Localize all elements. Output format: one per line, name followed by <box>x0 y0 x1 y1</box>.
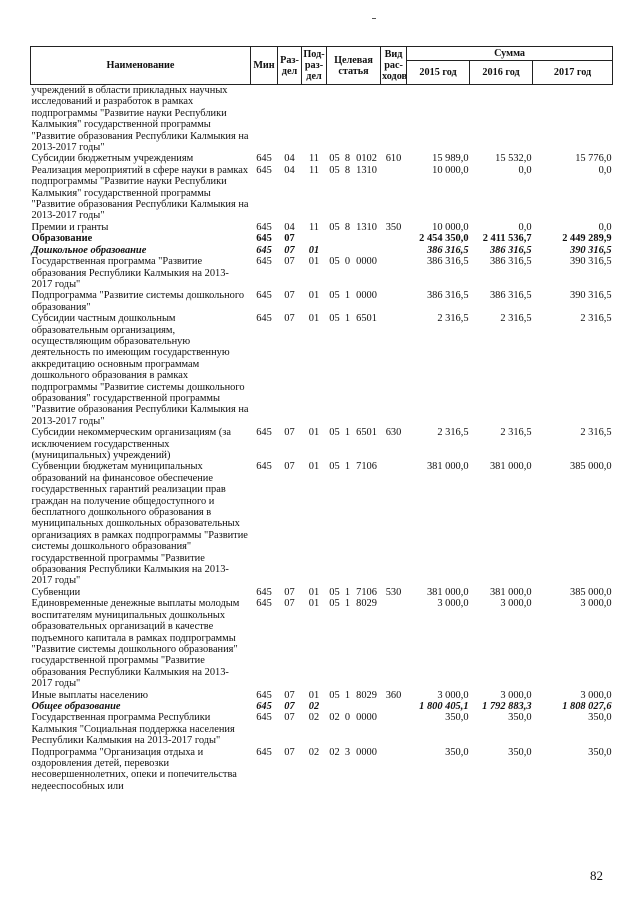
row-target-code <box>353 245 381 256</box>
row-subsection: 01 <box>308 689 320 701</box>
header-sum: Сумма <box>407 47 613 61</box>
row-target-program <box>327 245 343 256</box>
row-name: Государственная программа "Развитие образования Республики Калмыкия на 2013-2017 годы" <box>31 256 229 290</box>
row-sum-2016: 3 000,0 <box>500 598 532 610</box>
row-subsection: 02 <box>308 746 320 758</box>
row-target-program: 02 <box>329 746 340 758</box>
row-section: 07 <box>284 256 295 268</box>
row-target-subprogram: 1 <box>344 689 351 701</box>
row-target-program: 02 <box>329 712 340 724</box>
row-section: 07 <box>284 233 295 245</box>
header-podrazdel: Под- раз- дел <box>302 47 327 85</box>
row-target-subprogram: 8 <box>344 221 351 233</box>
row-sum-2017: 15 776,0 <box>575 153 612 165</box>
table-row <box>31 290 613 313</box>
row-name: Реализация мероприятий в сфере науки в рамках подпрограммы "Развитие науки Республики Калмыкия" государственной программы "Развитие образования Республики Калмыкия на 2013-2017 годы" <box>31 164 249 222</box>
row-name: Государственная программа Республики Калмыкия "Социальная поддержка населения Республики Калмыкия на 2013-2017 годы" <box>31 712 235 747</box>
row-sum-2017: 0,0 <box>598 221 612 233</box>
row-expense-type: 630 <box>385 427 402 439</box>
row-sum-2015: 10 000,0 <box>432 164 469 176</box>
row-sum-2017: 3 000,0 <box>580 598 612 610</box>
row-name: Иные выплаты населению <box>31 689 149 701</box>
row-subsection <box>302 233 327 244</box>
row-sum-2015: 381 000,0 <box>426 461 469 473</box>
row-ministry: 645 <box>256 313 272 325</box>
row-section: 04 <box>284 164 295 176</box>
row-target-subprogram: 0 <box>344 256 351 268</box>
row-name: Субсидии некоммерческим организациям (за исключением государственных (муниципальных) учреждений) <box>31 427 231 461</box>
row-section: 07 <box>284 689 295 701</box>
row-subsection: 01 <box>308 586 320 598</box>
row-target-subprogram: 0 <box>344 712 351 724</box>
row-target-program: 05 <box>329 256 340 268</box>
page-number: 82 <box>590 868 603 883</box>
row-sum-2015: 3 000,0 <box>437 689 469 701</box>
row-section: 07 <box>284 700 295 712</box>
row-expense-type <box>381 461 407 586</box>
row-name: Субсидии частным дошкольным образовательным организациям, осуществляющим образовательную деятельность по имеющим государственную аккредитацию основным программам дошкольного образования в рамках подпрограммы "Развитие системы дошкольного образования" государственной программы "Развитие образования Республики Калмыкия на 2013-2017 годы" <box>31 313 249 427</box>
row-ministry: 645 <box>256 233 272 245</box>
row-subsection: 02 <box>308 712 320 724</box>
row-expense-type <box>381 245 407 256</box>
row-sum-2016: 0,0 <box>518 221 532 233</box>
table-row <box>31 165 613 222</box>
row-expense-type <box>381 290 407 313</box>
header-2015: 2015 год <box>407 61 470 85</box>
row-subsection: 02 <box>308 700 320 712</box>
row-ministry: 645 <box>256 712 272 724</box>
header-min: Мин <box>251 47 278 85</box>
row-subsection: 11 <box>308 221 319 233</box>
table-row <box>31 712 613 746</box>
row-expense-type <box>381 165 407 222</box>
row-target-subprogram: 1 <box>344 427 351 439</box>
row-target-subprogram: 8 <box>344 164 351 176</box>
row-ministry: 645 <box>256 700 272 712</box>
row-target-code: 0000 <box>356 746 377 758</box>
row-ministry: 645 <box>256 164 272 176</box>
row-subsection: 01 <box>308 313 320 325</box>
row-expense-type <box>381 313 407 427</box>
row-name: Субвенции <box>31 586 81 598</box>
row-subsection: 01 <box>308 427 320 439</box>
row-sum-2016: 350,0 <box>508 712 532 724</box>
row-section: 04 <box>284 153 295 165</box>
row-target-program: 05 <box>329 313 340 325</box>
table-row <box>31 747 613 793</box>
table-row <box>31 598 613 689</box>
row-name: Премии и гранты <box>31 221 109 233</box>
row-ministry: 645 <box>256 256 272 268</box>
row-name: учреждений в области прикладных научных исследований и разработок в рамках подпрограммы "Развитие науки Республики Калмыкия" государственной программы "Развитие образования Республики Калмыкия на 2013-2017 годы" <box>31 85 249 154</box>
row-target-program: 05 <box>329 586 340 598</box>
row-target-subprogram: 8 <box>344 153 351 165</box>
row-sum-2015: 2 316,5 <box>437 313 469 325</box>
row-sum-2017: 385 000,0 <box>570 461 612 473</box>
table-row <box>31 427 613 461</box>
row-sum-2015: 3 000,0 <box>437 598 469 610</box>
table-body <box>31 85 613 793</box>
row-sum-2015: 2 454 350,0 <box>419 233 469 245</box>
row-ministry: 645 <box>256 689 272 701</box>
row-name: Субвенции бюджетам муниципальных образований на финансовое обеспечение государственных гарантий реализации прав граждан на получение общедоступного и бесплатного дошкольного образования в муниципальных дошкольных образовательных организациях в рамках подпрограммы "Развитие системы дошкольного образования" государственной программы "Развитие образования Республики Калмыкия на 2013-2017 годы" <box>31 461 248 587</box>
row-sum-2017: 2 449 289,9 <box>562 233 612 245</box>
row-target-code: 8029 <box>356 598 377 610</box>
row-ministry: 645 <box>256 153 272 165</box>
row-name: Образование <box>31 233 93 245</box>
row-sum-2015: 15 989,0 <box>432 153 469 165</box>
row-sum-2015: 2 316,5 <box>437 427 469 439</box>
row-section: 07 <box>284 244 295 256</box>
table-row <box>31 256 613 290</box>
scan-mark <box>372 18 376 19</box>
row-ministry: 645 <box>256 586 272 598</box>
row-sum-2016: 2 316,5 <box>500 313 532 325</box>
row-expense-type <box>381 747 407 793</box>
row-target-code <box>353 701 381 712</box>
row-name: Подпрограмма "Организация отдыха и оздоровления детей, перевозки несовершеннолетних, опеки и попечительства недееспособных или <box>31 746 237 792</box>
row-target-code: 7106 <box>356 586 377 598</box>
table-row <box>31 461 613 586</box>
row-target-code: 0000 <box>356 712 377 724</box>
row-target-program: 05 <box>329 221 340 233</box>
row-subsection <box>302 85 327 154</box>
row-sum-2017: 2 316,5 <box>580 427 612 439</box>
table-row <box>31 153 613 164</box>
row-expense-type: 610 <box>385 153 402 165</box>
row-expense-type <box>381 233 407 244</box>
row-target-program: 05 <box>329 427 340 439</box>
row-name: Дошкольное образование <box>31 244 147 256</box>
row-subsection: 11 <box>308 164 319 176</box>
row-sum-2017: 385 000,0 <box>570 586 612 598</box>
row-sum-2016: 15 532,0 <box>495 153 532 165</box>
row-target-subprogram: 1 <box>344 586 351 598</box>
row-sum-2017: 390 316,5 <box>570 290 612 302</box>
row-sum-2015: 10 000,0 <box>432 221 469 233</box>
row-sum-2017: 390 316,5 <box>570 256 612 268</box>
row-target-subprogram: 1 <box>344 461 351 473</box>
row-expense-type <box>381 256 407 290</box>
row-expense-type: 530 <box>385 586 402 598</box>
row-target-program: 05 <box>329 153 340 165</box>
table-row <box>31 690 613 701</box>
row-target-program: 05 <box>329 689 340 701</box>
row-ministry: 645 <box>256 746 272 758</box>
row-sum-2016 <box>470 85 533 154</box>
row-sum-2017: 350,0 <box>588 746 612 758</box>
row-sum-2016: 350,0 <box>508 746 532 758</box>
row-sum-2016: 381 000,0 <box>489 586 532 598</box>
header-target: Целевая статья <box>327 47 381 85</box>
row-sum-2017: 390 316,5 <box>570 244 612 256</box>
row-expense-type <box>381 712 407 746</box>
row-target-subprogram: 1 <box>344 313 351 325</box>
row-ministry: 645 <box>256 461 272 473</box>
row-subsection: 01 <box>308 256 320 268</box>
header-2016: 2016 год <box>470 61 533 85</box>
row-sum-2016: 1 792 883,3 <box>482 700 532 712</box>
row-expense-type: 350 <box>385 221 402 233</box>
row-section: 07 <box>284 598 295 610</box>
row-target-code: 1310 <box>356 221 377 233</box>
row-sum-2017: 0,0 <box>598 164 612 176</box>
row-target-program: 05 <box>329 598 340 610</box>
row-ministry: 645 <box>256 427 272 439</box>
row-target-program <box>327 85 343 154</box>
row-name: Подпрограмма "Развитие системы дошкольного образования" <box>31 290 245 313</box>
row-sum-2015: 381 000,0 <box>426 586 469 598</box>
row-target-subprogram <box>343 245 353 256</box>
row-expense-type <box>381 85 407 154</box>
row-section <box>278 85 302 154</box>
row-target-program <box>327 701 343 712</box>
budget-table <box>30 46 613 792</box>
row-target-program <box>327 233 343 244</box>
row-section: 07 <box>284 290 295 302</box>
row-target-subprogram: 1 <box>344 290 351 302</box>
row-ministry: 645 <box>256 598 272 610</box>
row-sum-2016: 2 411 536,7 <box>482 233 532 245</box>
row-section: 07 <box>284 586 295 598</box>
row-target-subprogram: 3 <box>344 746 351 758</box>
row-sum-2016: 386 316,5 <box>489 256 532 268</box>
header-2017: 2017 год <box>533 61 613 85</box>
row-sum-2017: 3 000,0 <box>580 689 612 701</box>
row-name: Общее образование <box>31 700 121 712</box>
row-target-program: 05 <box>329 461 340 473</box>
row-sum-2017: 2 316,5 <box>580 313 612 325</box>
row-sum-2015: 1 800 405,1 <box>419 700 469 712</box>
row-sum-2015: 350,0 <box>445 746 469 758</box>
row-sum-2016: 2 316,5 <box>500 427 532 439</box>
row-sum-2015: 386 316,5 <box>426 290 469 302</box>
row-expense-type <box>381 598 407 689</box>
row-sum-2016: 386 316,5 <box>489 290 532 302</box>
header-razdel: Раз- дел <box>278 47 302 85</box>
row-target-code: 7106 <box>356 461 377 473</box>
row-target-code <box>353 233 381 244</box>
row-target-code: 0000 <box>356 290 377 302</box>
table-row <box>31 233 613 244</box>
row-target-subprogram <box>343 701 353 712</box>
row-sum-2015 <box>407 85 470 154</box>
row-sum-2017: 1 808 027,6 <box>562 700 612 712</box>
row-name: Субсидии бюджетным учреждениям <box>31 153 194 165</box>
row-target-code: 8029 <box>356 689 377 701</box>
row-ministry: 645 <box>256 221 272 233</box>
row-target-code: 0102 <box>356 153 377 165</box>
row-sum-2016: 3 000,0 <box>500 689 532 701</box>
row-sum-2015: 350,0 <box>445 712 469 724</box>
row-name: Единовременные денежные выплаты молодым воспитателям муниципальных дошкольных образовательных организаций в качестве подъемного капитала в рамках подпрограммы "Развитие системы дошкольного образования" государственной программы "Развитие образования Республики Калмыкия на 2013-2017 годы" <box>31 598 240 690</box>
table-row <box>31 222 613 233</box>
row-sum-2015: 386 316,5 <box>426 244 469 256</box>
row-sum-2015: 386 316,5 <box>426 256 469 268</box>
row-expense-type: 360 <box>385 689 402 701</box>
row-ministry <box>251 85 278 154</box>
row-target-code: 0000 <box>356 256 377 268</box>
row-section: 07 <box>284 746 295 758</box>
row-target-code: 1310 <box>356 164 377 176</box>
row-expense-type <box>381 701 407 712</box>
table-row <box>31 313 613 427</box>
table-row <box>31 85 613 154</box>
row-ministry: 645 <box>256 244 272 256</box>
row-ministry: 645 <box>256 290 272 302</box>
row-subsection: 01 <box>308 598 320 610</box>
row-sum-2016: 381 000,0 <box>489 461 532 473</box>
row-target-program: 05 <box>329 290 340 302</box>
row-section: 07 <box>284 461 295 473</box>
row-target-program: 05 <box>329 164 340 176</box>
row-target-subprogram <box>343 85 353 154</box>
table-row <box>31 701 613 712</box>
row-section: 07 <box>284 712 295 724</box>
header-vid: Вид рас- ходов <box>381 47 407 85</box>
row-section: 07 <box>284 427 295 439</box>
row-target-code <box>353 85 381 154</box>
row-sum-2016: 386 316,5 <box>489 244 532 256</box>
row-subsection: 01 <box>308 290 320 302</box>
row-section: 07 <box>284 313 295 325</box>
row-subsection: 01 <box>308 461 320 473</box>
row-section: 04 <box>284 221 295 233</box>
row-target-subprogram <box>343 233 353 244</box>
row-sum-2017 <box>533 85 613 154</box>
row-subsection: 01 <box>308 244 320 256</box>
row-target-code: 6501 <box>356 313 377 325</box>
row-target-code: 6501 <box>356 427 377 439</box>
row-sum-2017: 350,0 <box>588 712 612 724</box>
row-sum-2016: 0,0 <box>518 164 532 176</box>
header-name: Наименование <box>31 47 251 85</box>
row-subsection: 11 <box>308 153 319 165</box>
table-row <box>31 587 613 598</box>
row-target-subprogram: 1 <box>344 598 351 610</box>
table-row <box>31 245 613 256</box>
